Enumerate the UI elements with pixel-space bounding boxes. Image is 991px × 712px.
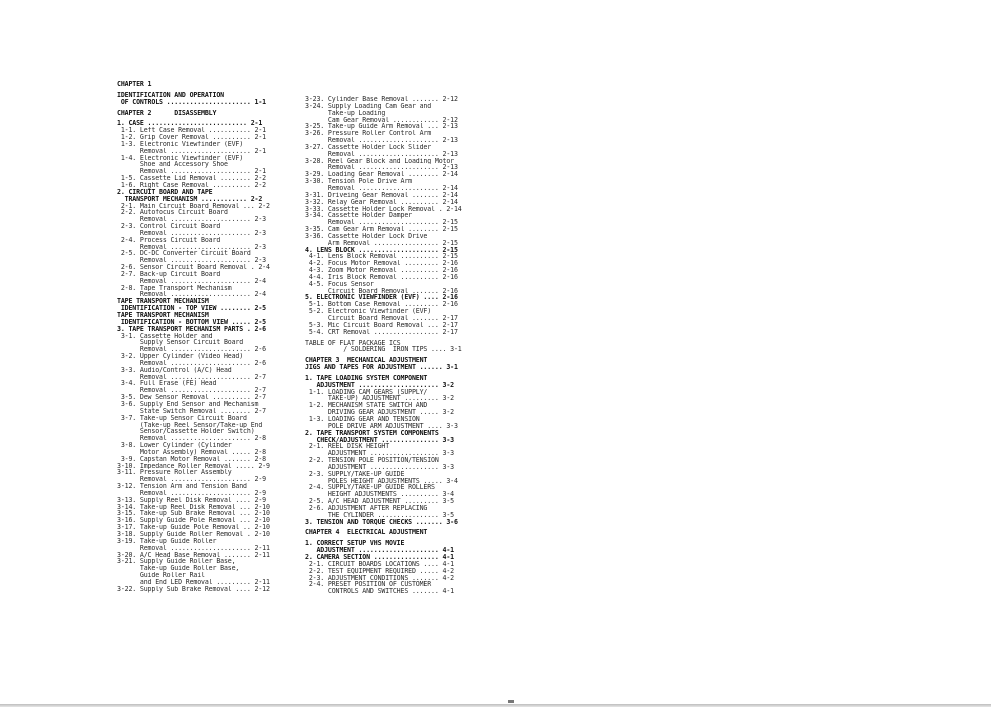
toc-entry: 2-2. TEST EQUIPMENT REQUIRED ..... 4-2 bbox=[305, 567, 454, 575]
toc-entry: 4-3. Zoom Motor Removal .......... 2-16 bbox=[305, 267, 458, 274]
toc-entry: JIGS AND TAPES FOR ADJUSTMENT ...... 3-1 bbox=[305, 364, 458, 371]
toc-right-column bbox=[305, 96, 490, 595]
toc-entry: 3-28. Reel Gear Block and Loading Motor bbox=[305, 157, 454, 165]
toc-entry: 2. CAMERA SECTION ................. 4-1 bbox=[305, 554, 454, 561]
toc-entry: Shoe and Accessory Shoe bbox=[117, 161, 228, 169]
toc-entry: 3-27. Cassette Holder Lock Slider bbox=[305, 143, 432, 151]
toc-entry: POLE DRIVE ARM ADJUSTMENT .... 3-3 bbox=[305, 422, 458, 430]
toc-entry: TAPE TRANSPORT MECHANISM bbox=[117, 312, 209, 319]
toc-entry: 5-4. CRT Removal ................. 2-17 bbox=[305, 328, 458, 336]
toc-entry: Removal ..................... 2-6 bbox=[117, 346, 266, 354]
toc-entry: and End LED Removal ......... 2-11 bbox=[117, 578, 270, 586]
toc-entry: Removal ..................... 2-4 bbox=[117, 277, 266, 285]
toc-entry: 4-1. Lens Block Removal .......... 2-15 bbox=[305, 253, 458, 261]
toc-entry: Removal ..................... 2-11 bbox=[117, 544, 270, 552]
toc-entry: 1-3. Electronic Viewfinder (EVF) bbox=[117, 140, 244, 148]
toc-entry: Removal ..................... 2-3 bbox=[117, 257, 266, 265]
toc-entry: CHAPTER 2 DISASSEMBLY bbox=[117, 109, 217, 117]
toc-entry: 1-4. Electronic Viewfinder (EVF) bbox=[117, 154, 244, 162]
toc-entry: TRANSPORT MECHANISM ............ 2-2 bbox=[117, 195, 263, 203]
toc-entry: Removal ..................... 2-3 bbox=[117, 229, 266, 237]
toc-entry: Removal ..................... 2-3 bbox=[117, 216, 266, 224]
toc-entry: Removal ..................... 2-9 bbox=[117, 476, 266, 484]
toc-entry: 2-6. ADJUSTMENT AFTER REPLACING bbox=[305, 504, 428, 512]
toc-entry: 3-16. Supply Guide Pole Removal ... 2-10 bbox=[117, 517, 270, 525]
toc-left-column bbox=[117, 81, 297, 593]
toc-entry: TAPE TRANSPORT MECHANISM bbox=[117, 298, 209, 306]
toc-entry: 3-22. Supply Sub Brake Removal .... 2-12 bbox=[117, 585, 270, 593]
toc-entry: 3-2. Upper Cylinder (Video Head) bbox=[117, 353, 244, 360]
toc-entry: 3-32. Relay Gear Removal .......... 2-14 bbox=[305, 198, 458, 206]
toc-entry: CHAPTER 4 ELECTRICAL ADJUSTMENT bbox=[305, 529, 428, 537]
toc-entry: CHAPTER 1 bbox=[117, 81, 152, 88]
toc-entry: 3-5. Dew Sensor Removal .......... 2-7 bbox=[117, 394, 266, 401]
toc-entry: 4-5. Focus Sensor bbox=[305, 280, 374, 288]
toc-entry: DRIVING GEAR ADJUSTMENT ..... 3-2 bbox=[305, 409, 454, 416]
toc-entry: 1. CASE .......................... 2-1 bbox=[117, 120, 263, 128]
toc-entry: Removal ..................... 2-3 bbox=[117, 243, 266, 251]
toc-entry: 1-3. LOADING GEAR AND TENSION bbox=[305, 415, 420, 423]
toc-entry: IDENTIFICATION AND OPERATION bbox=[117, 91, 224, 99]
toc-entry: 3. TAPE TRANSPORT MECHANISM PARTS . 2-6 bbox=[117, 325, 266, 333]
toc-entry: 2-1. CIRCUIT BOARDS LOCATIONS .... 4-1 bbox=[305, 560, 454, 568]
toc-entry: 2-3. SUPPLY/TAKE-UP GUIDE bbox=[305, 470, 405, 478]
toc-entry: Removal ..................... 2-9 bbox=[117, 489, 266, 497]
toc-entry: 2-6. Sensor Circuit Board Removal . 2-4 bbox=[117, 264, 270, 271]
toc-entry: 3-14. Take-up Reel Disk Removal ... 2-10 bbox=[117, 503, 270, 511]
toc-entry: 3-13. Supply Reel Disk Removal .... 2-9 bbox=[117, 496, 266, 504]
toc-entry: 2-2. TENSION POLE POSITION/TENSION bbox=[305, 457, 439, 464]
toc-entry: Take-up Guide Roller Base, bbox=[117, 565, 240, 573]
toc-entry: Removal ..................... 2-7 bbox=[117, 373, 266, 381]
toc-entry: POLES HEIGHT ADJUSTMENTS ..... 3-4 bbox=[305, 477, 458, 485]
toc-entry: 3-30. Tension Pole Drive Arm bbox=[305, 178, 412, 185]
toc-entry: 2. CIRCUIT BOARD AND TAPE bbox=[117, 188, 213, 196]
toc-entry: OF CONTROLS ...................... 1-1 bbox=[117, 98, 266, 106]
toc-entry: IDENTIFICATION - TOP VIEW ........ 2-5 bbox=[117, 305, 266, 312]
toc-entry: CHAPTER 3 MECHANICAL ADJUSTMENT bbox=[305, 357, 428, 365]
toc-entry: 3-34. Cassette Holder Damper bbox=[305, 212, 412, 220]
toc-entry: 3-31. Driveing Gear Removal ....... 2-14 bbox=[305, 191, 458, 199]
toc-entry: 2-4. SUPPLY/TAKE-UP GUIDE ROLLERS bbox=[305, 484, 435, 492]
toc-entry: Removal ..................... 2-14 bbox=[305, 184, 458, 192]
toc-entry: 2-5. DC-DC Converter Circuit Board bbox=[117, 250, 251, 258]
toc-entry: (Take-up Reel Sensor/Take-up End bbox=[117, 421, 263, 429]
toc-entry: 3-24. Supply Loading Cam Gear and bbox=[305, 102, 432, 110]
toc-entry: 3-20. A/C Head Base Removal ....... 2-11 bbox=[117, 551, 270, 559]
toc-entry: 1-1. Left Case Removal ........... 2-1 bbox=[117, 127, 266, 135]
toc-entry: 3-6. Supply End Sensor and Mechanism bbox=[117, 400, 259, 408]
toc-entry: 2-4. PRESET POSITION OF CUSTOMER bbox=[305, 581, 432, 589]
toc-entry: Removal ..................... 2-8 bbox=[117, 435, 266, 443]
toc-entry: Circuit Board Removal ....... 2-17 bbox=[305, 315, 458, 322]
toc-entry: 3-8. Lower Cylinder (Cylinder bbox=[117, 442, 232, 449]
toc-entry: 2-3. ADJUSTMENT CONDITIONS ....... 4-2 bbox=[305, 574, 454, 582]
toc-entry: 1-5. Cassette Lid Removal ........ 2-2 bbox=[117, 175, 266, 182]
toc-entry: Cam Gear Removal ............ 2-12 bbox=[305, 116, 458, 124]
toc-entry: TABLE OF FLAT PACKAGE ICS bbox=[305, 339, 401, 347]
toc-entry: 1. TAPE LOADING SYSTEM COMPONENT bbox=[305, 374, 428, 382]
toc-entry: 3-33. Cassette Holder Lock Removal . 2-14 bbox=[305, 205, 462, 213]
toc-entry: 3-12. Tension Arm and Tension Band bbox=[117, 483, 247, 490]
toc-entry: 3-1. Cassette Holder and bbox=[117, 332, 213, 340]
toc-entry: 1-2. Grip Cover Removal .......... 2-1 bbox=[117, 134, 266, 141]
toc-entry: / SOLDERING IRON TIPS .... 3-1 bbox=[305, 346, 462, 354]
toc-entry: 3-35. Cam Gear Arm Removal ........ 2-15 bbox=[305, 226, 458, 233]
toc-entry: 3-23. Cylinder Base Removal ....... 2-12 bbox=[305, 96, 458, 103]
toc-entry: Circuit Board Removal ....... 2-16 bbox=[305, 287, 458, 295]
toc-entry: THE CYLINDER ................ 3-5 bbox=[305, 511, 454, 519]
toc-entry: 2. TAPE TRANSPORT SYSTEM COMPONENTS bbox=[305, 429, 439, 437]
toc-entry: 3-18. Supply Guide Roller Removal . 2-10 bbox=[117, 531, 270, 538]
toc-entry: ADJUSTMENT ..................... 3-2 bbox=[305, 381, 454, 389]
scan-mark bbox=[508, 700, 514, 703]
toc-entry: IDENTIFICATION - BOTTOM VIEW ..... 2-5 bbox=[117, 318, 266, 326]
toc-entry: 2-8. Tape Transport Mechanism bbox=[117, 284, 232, 292]
toc-entry: 4. LENS BLOCK ..................... 2-15 bbox=[305, 246, 458, 254]
toc-entry: Take-up Loading bbox=[305, 109, 386, 117]
toc-entry: 2-2. Autofocus Circuit Board bbox=[117, 209, 228, 217]
toc-entry: 1-2. MECHANISM STATE SWITCH AND bbox=[305, 402, 428, 410]
toc-entry: 2-1. Main Circuit Board Removal ... 2-2 bbox=[117, 202, 270, 210]
toc-entry: 3-4. Full Erase (FE) Head bbox=[117, 380, 217, 388]
toc-entry: 5-1. Bottom Case Removal ......... 2-16 bbox=[305, 301, 458, 309]
toc-entry: 3-3. Audio/Control (A/C) Head bbox=[117, 366, 232, 374]
toc-entry: 2-5. A/C HEAD ADJUSTMENT ......... 3-5 bbox=[305, 498, 454, 505]
toc-entry: 1-1. LOADING CAM GEARS (SUPPLY/ bbox=[305, 388, 428, 396]
toc-entry: Removal ..................... 2-6 bbox=[117, 359, 266, 367]
toc-entry: 2-7. Back-up Circuit Board bbox=[117, 270, 221, 278]
toc-entry: Removal ..................... 2-13 bbox=[305, 150, 458, 158]
toc-entry: CHECK/ADJUSTMENT ............... 3-3 bbox=[305, 436, 454, 444]
toc-entry: 3-26. Pressure Roller Control Arm bbox=[305, 130, 432, 138]
toc-entry: Removal ..................... 2-1 bbox=[117, 147, 266, 155]
toc-entry: 3-29. Loading Gear Removal ........ 2-14 bbox=[305, 171, 458, 179]
toc-entry: 3-11. Pressure Roller Assembly bbox=[117, 469, 232, 477]
toc-entry: 3-15. Take-up Sub Brake Removal ... 2-10 bbox=[117, 510, 270, 518]
toc-entry: ADJUSTMENT ..................... 4-1 bbox=[305, 547, 454, 554]
toc-entry: 3-7. Take-up Sensor Circuit Board bbox=[117, 414, 247, 422]
toc-entry: 2-1. REEL DISK HEIGHT bbox=[305, 443, 390, 451]
toc-entry: ADJUSTMENT .................. 3-3 bbox=[305, 463, 454, 471]
toc-entry: Removal ..................... 2-7 bbox=[117, 387, 266, 395]
toc-entry: 3-9. Capstan Motor Removal ....... 2-8 bbox=[117, 455, 266, 463]
toc-entry: TAKE-UP) ADJUSTMENT ......... 3-2 bbox=[305, 395, 454, 403]
toc-entry: 4-4. Iris Block Removal .......... 2-16 bbox=[305, 273, 458, 281]
toc-entry: 3-17. Take-up Guide Pole Removal .. 2-10 bbox=[117, 524, 270, 531]
scan-bottom-edge bbox=[0, 704, 991, 707]
toc-entry: 5-2. Electronic Viewfinder (EVF) bbox=[305, 308, 432, 315]
toc-entry: 2-4. Process Circuit Board bbox=[117, 236, 221, 244]
toc-entry: 1. CORRECT SETUP VHS MOVIE bbox=[305, 540, 405, 548]
toc-entry: 3-25. Take-up Guide Arm Removal ... 2-13 bbox=[305, 123, 458, 131]
toc-entry: 3-19. Take-up Guide Roller bbox=[117, 537, 217, 545]
toc-entry: 3. TENSION AND TORQUE CHECKS ....... 3-6 bbox=[305, 518, 458, 526]
toc-entry: 3-36. Cassette Holder Lock Drive bbox=[305, 232, 428, 240]
toc-entry: 5. ELECTRONIC VIEWFINDER (EVF) .... 2-16 bbox=[305, 294, 458, 302]
toc-entry: Guide Roller Rail bbox=[117, 572, 205, 579]
toc-entry: Removal ..................... 2-13 bbox=[305, 164, 458, 172]
toc-entry: State Switch Removal ........ 2-7 bbox=[117, 407, 266, 415]
toc-entry: 4-2. Focus Motor Removal ......... 2-16 bbox=[305, 260, 458, 268]
toc-entry: ADJUSTMENT .................. 3-3 bbox=[305, 450, 454, 458]
toc-entry: Removal ..................... 2-4 bbox=[117, 291, 266, 299]
toc-entry: Supply Sensor Circuit Board bbox=[117, 339, 244, 347]
toc-entry: CONTROLS AND SWITCHES ....... 4-1 bbox=[305, 588, 454, 596]
toc-entry: 3-21. Supply Guide Roller Base, bbox=[117, 558, 236, 566]
toc-entry: Removal ..................... 2-13 bbox=[305, 137, 458, 144]
toc-entry: HEIGHT ADJUSTMENTS .......... 3-4 bbox=[305, 491, 454, 499]
toc-entry: Removal ..................... 2-1 bbox=[117, 168, 266, 176]
toc-entry: 5-3. Mic Circuit Board Removal ... 2-17 bbox=[305, 321, 458, 329]
toc-entry: Sensor/Cassette Holder Switch) bbox=[117, 428, 255, 436]
toc-entry: 3-10. Impedance Roller Removal ..... 2-9 bbox=[117, 462, 270, 470]
toc-entry: 2-3. Control Circuit Board bbox=[117, 223, 221, 230]
toc-entry: 1-6. Right Case Removal .......... 2-2 bbox=[117, 181, 266, 189]
toc-entry: Arm Removal ................. 2-15 bbox=[305, 239, 458, 247]
toc-entry: Removal ..................... 2-15 bbox=[305, 219, 458, 227]
toc-entry: Motor Assembly) Removal ..... 2-8 bbox=[117, 448, 266, 456]
